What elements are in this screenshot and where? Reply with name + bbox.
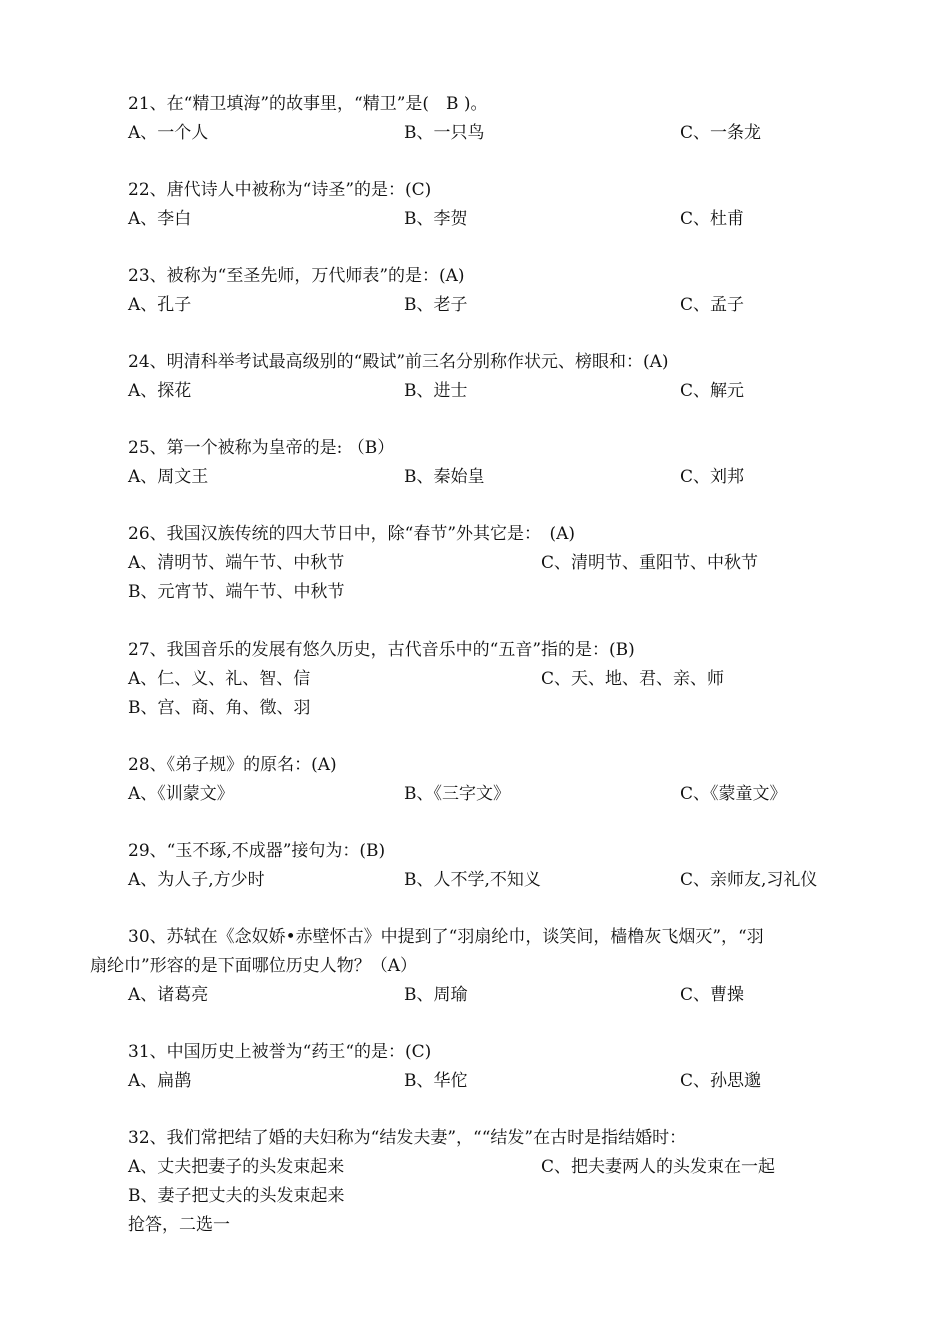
option-c: C、曹操	[680, 985, 745, 1005]
option-a: A、仁、义、礼、智、信	[128, 669, 311, 689]
option-c: C、亲师友,习礼仪	[680, 870, 818, 890]
option-a: A、李白	[128, 209, 192, 229]
question-24	[0, 348, 950, 406]
option-c: C、《蒙童文》	[680, 784, 787, 804]
question-27	[0, 636, 950, 723]
question-stem-line-1: 30、苏轼在《念奴娇•赤壁怀古》中提到了“羽扇纶巾，谈笑间，樯橹灰飞烟灭”，“羽	[128, 927, 764, 947]
answer-note: 抢答，二选一	[128, 1215, 230, 1235]
question-22	[0, 176, 950, 234]
option-a: A、探花	[128, 381, 192, 401]
option-c: C、一条龙	[680, 123, 762, 143]
question-25	[0, 434, 950, 492]
question-stem: 28、《弟子规》的原名：(A)	[128, 755, 337, 775]
question-stem: 23、被称为“至圣先师，万代师表”的是：(A)	[128, 266, 465, 286]
question-stem: 26、我国汉族传统的四大节日中，除“春节”外其它是： (A)	[128, 524, 576, 544]
question-23	[0, 262, 950, 320]
question-31	[0, 1038, 950, 1096]
option-b: B、秦始皇	[404, 467, 485, 487]
option-b: B、李贺	[404, 209, 468, 229]
option-a: A、丈夫把妻子的头发束起来	[128, 1157, 345, 1177]
option-b: B、元宵节、端午节、中秋节	[128, 582, 345, 602]
option-c: C、孟子	[680, 295, 745, 315]
option-a: A、周文王	[128, 467, 209, 487]
question-stem: 31、中国历史上被誉为“药王“的是：(C)	[128, 1042, 432, 1062]
option-c: C、解元	[680, 381, 745, 401]
question-stem: 32、我们常把结了婚的夫妇称为“结发夫妻”，““结发”在古时是指结婚时：	[128, 1128, 687, 1148]
question-stem: 22、唐代诗人中被称为“诗圣”的是：(C)	[128, 180, 432, 200]
question-30	[0, 923, 950, 1010]
option-a: A、一个人	[128, 123, 209, 143]
option-a: A、《训蒙文》	[128, 784, 234, 804]
option-c: C、天、地、君、亲、师	[541, 669, 725, 689]
question-32	[0, 1124, 950, 1240]
option-b: B、华佗	[404, 1071, 468, 1091]
option-b: B、周瑜	[404, 985, 468, 1005]
option-b: B、一只鸟	[404, 123, 485, 143]
question-stem: 25、第一个被称为皇帝的是: （B）	[128, 438, 395, 458]
option-a: A、清明节、端午节、中秋节	[128, 553, 345, 573]
option-a: A、为人子,方少时	[128, 870, 265, 890]
option-c: C、刘邦	[680, 467, 745, 487]
question-stem: 27、我国音乐的发展有悠久历史，古代音乐中的“五音”指的是：(B)	[128, 640, 635, 660]
option-b: B、人不学,不知义	[404, 870, 541, 890]
question-28	[0, 751, 950, 809]
option-c: C、孙思邈	[680, 1071, 762, 1091]
option-c: C、清明节、重阳节、中秋节	[541, 553, 759, 573]
question-stem: 29、“玉不琢,不成器”接句为：(B)	[128, 841, 386, 861]
option-a: A、诸葛亮	[128, 985, 209, 1005]
option-c: C、把夫妻两人的头发束在一起	[541, 1157, 776, 1177]
question-29	[0, 837, 950, 895]
question-21	[0, 90, 950, 148]
option-b: B、宫、商、角、徵、羽	[128, 698, 311, 718]
question-stem: 24、明清科举考试最高级别的“殿试”前三名分别称作状元、榜眼和：(A)	[128, 352, 669, 372]
question-stem: 21、在“精卫填海”的故事里，“精卫”是( B )。	[128, 94, 488, 114]
option-b: B、进士	[404, 381, 468, 401]
option-a: A、扁鹊	[128, 1071, 192, 1091]
question-stem-line-2: 扇纶巾”形容的是下面哪位历史人物？（A）	[90, 956, 417, 976]
option-b: B、《三字文》	[404, 784, 510, 804]
option-a: A、孔子	[128, 295, 192, 315]
question-26	[0, 520, 950, 607]
option-b: B、妻子把丈夫的头发束起来	[128, 1186, 345, 1206]
option-c: C、杜甫	[680, 209, 745, 229]
option-b: B、老子	[404, 295, 468, 315]
